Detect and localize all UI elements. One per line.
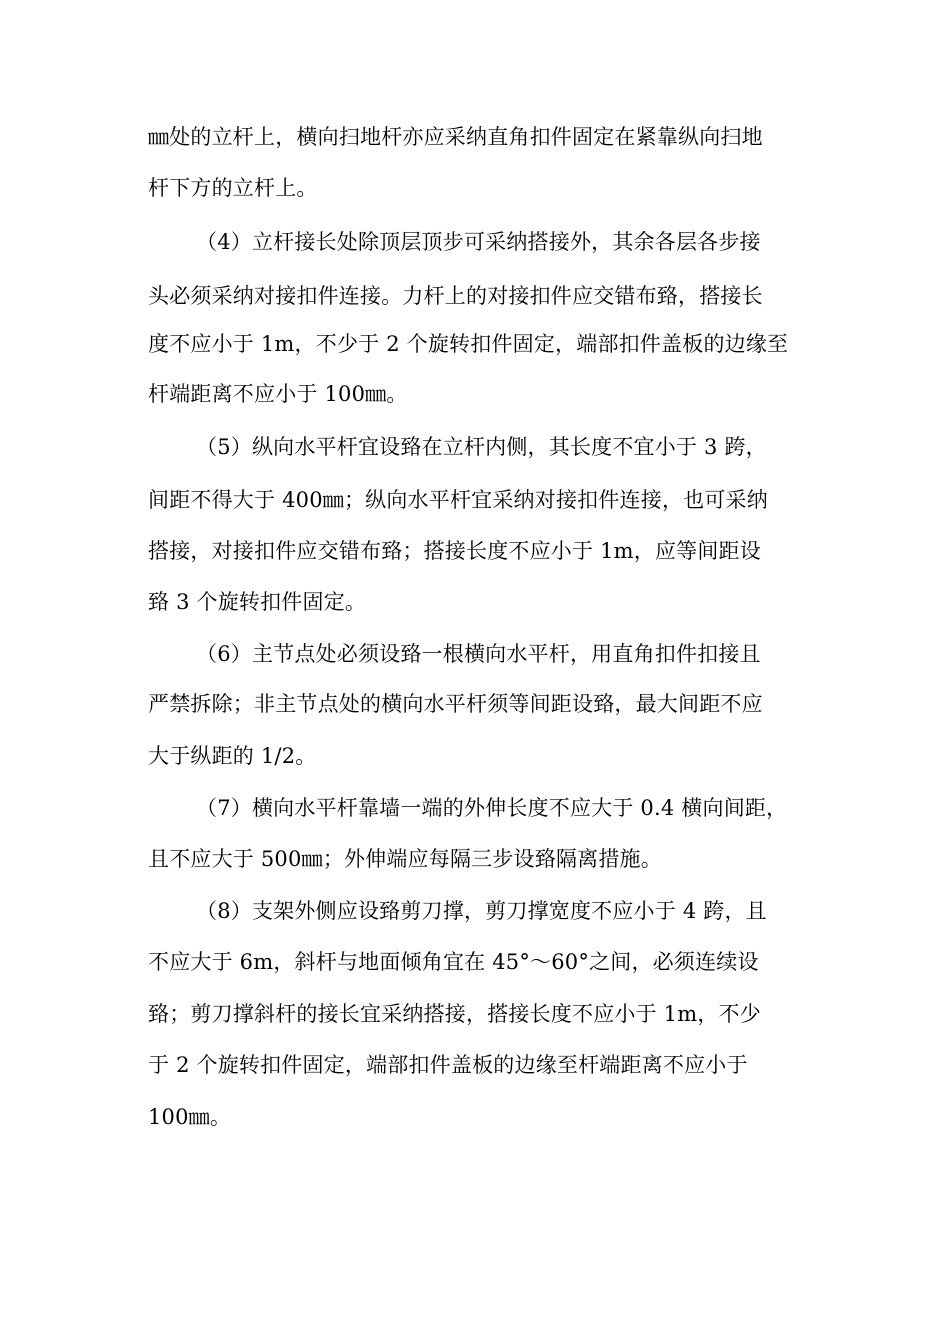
text-line: 间距不得大于 400㎜；纵向水平杆宜采纳对接扣件连接，也可采纳: [148, 488, 768, 512]
text-line: 100㎜。: [148, 1105, 232, 1129]
text-line: 度不应小于 1m，不少于 2 个旋转扣件固定，端部扣件盖板的边缘至: [148, 332, 789, 356]
text-line: （6）主节点处必须设臵一根横向水平杆，用直角扣件扣接且: [196, 642, 761, 666]
text-line: 且不应大于 500㎜；外伸端应每隔三步设臵隔离措施。: [148, 847, 662, 871]
text-line: 杆下方的立杆上。: [148, 176, 318, 200]
text-line: （8）支架外侧应设臵剪刀撑，剪刀撑宽度不应小于 4 跨，且: [196, 899, 767, 923]
text-line: （5）纵向水平杆宜设臵在立杆内侧，其长度不宜小于 3 跨，: [196, 435, 767, 459]
text-line: 大于纵距的 1/2。: [148, 744, 317, 768]
text-line: 严禁拆除；非主节点处的横向水平杆须等间距设臵，最大间距不应: [148, 692, 763, 716]
text-line: 于 2 个旋转扣件固定，端部扣件盖板的边缘至杆端距离不应小于: [148, 1053, 748, 1077]
text-line: 不应大于 6m，斜杆与地面倾角宜在 45°～60°之间，必须连续设: [148, 950, 759, 974]
text-line: 臵 3 个旋转扣件固定。: [148, 590, 367, 614]
text-line: 头必须采纳对接扣件连接。力杆上的对接扣件应交错布臵，搭接长: [148, 284, 763, 308]
text-line: 杆端距离不应小于 100㎜。: [148, 382, 408, 406]
text-line: （7）横向水平杆靠墙一端的外伸长度不应大于 0.4 横向间距，: [196, 796, 788, 820]
text-line: ㎜处的立杆上，横向扫地杆亦应采纳直角扣件固定在紧靠纵向扫地: [148, 125, 763, 149]
text-line: 臵；剪刀撑斜杆的接长宜采纳搭接，搭接长度不应小于 1m，不少: [148, 1002, 761, 1026]
text-line: （4）立杆接长处除顶层顶步可采纳搭接外，其余各层各步接: [196, 230, 761, 254]
text-line: 搭接，对接扣件应交错布臵；搭接长度不应小于 1m，应等间距设: [148, 539, 761, 563]
